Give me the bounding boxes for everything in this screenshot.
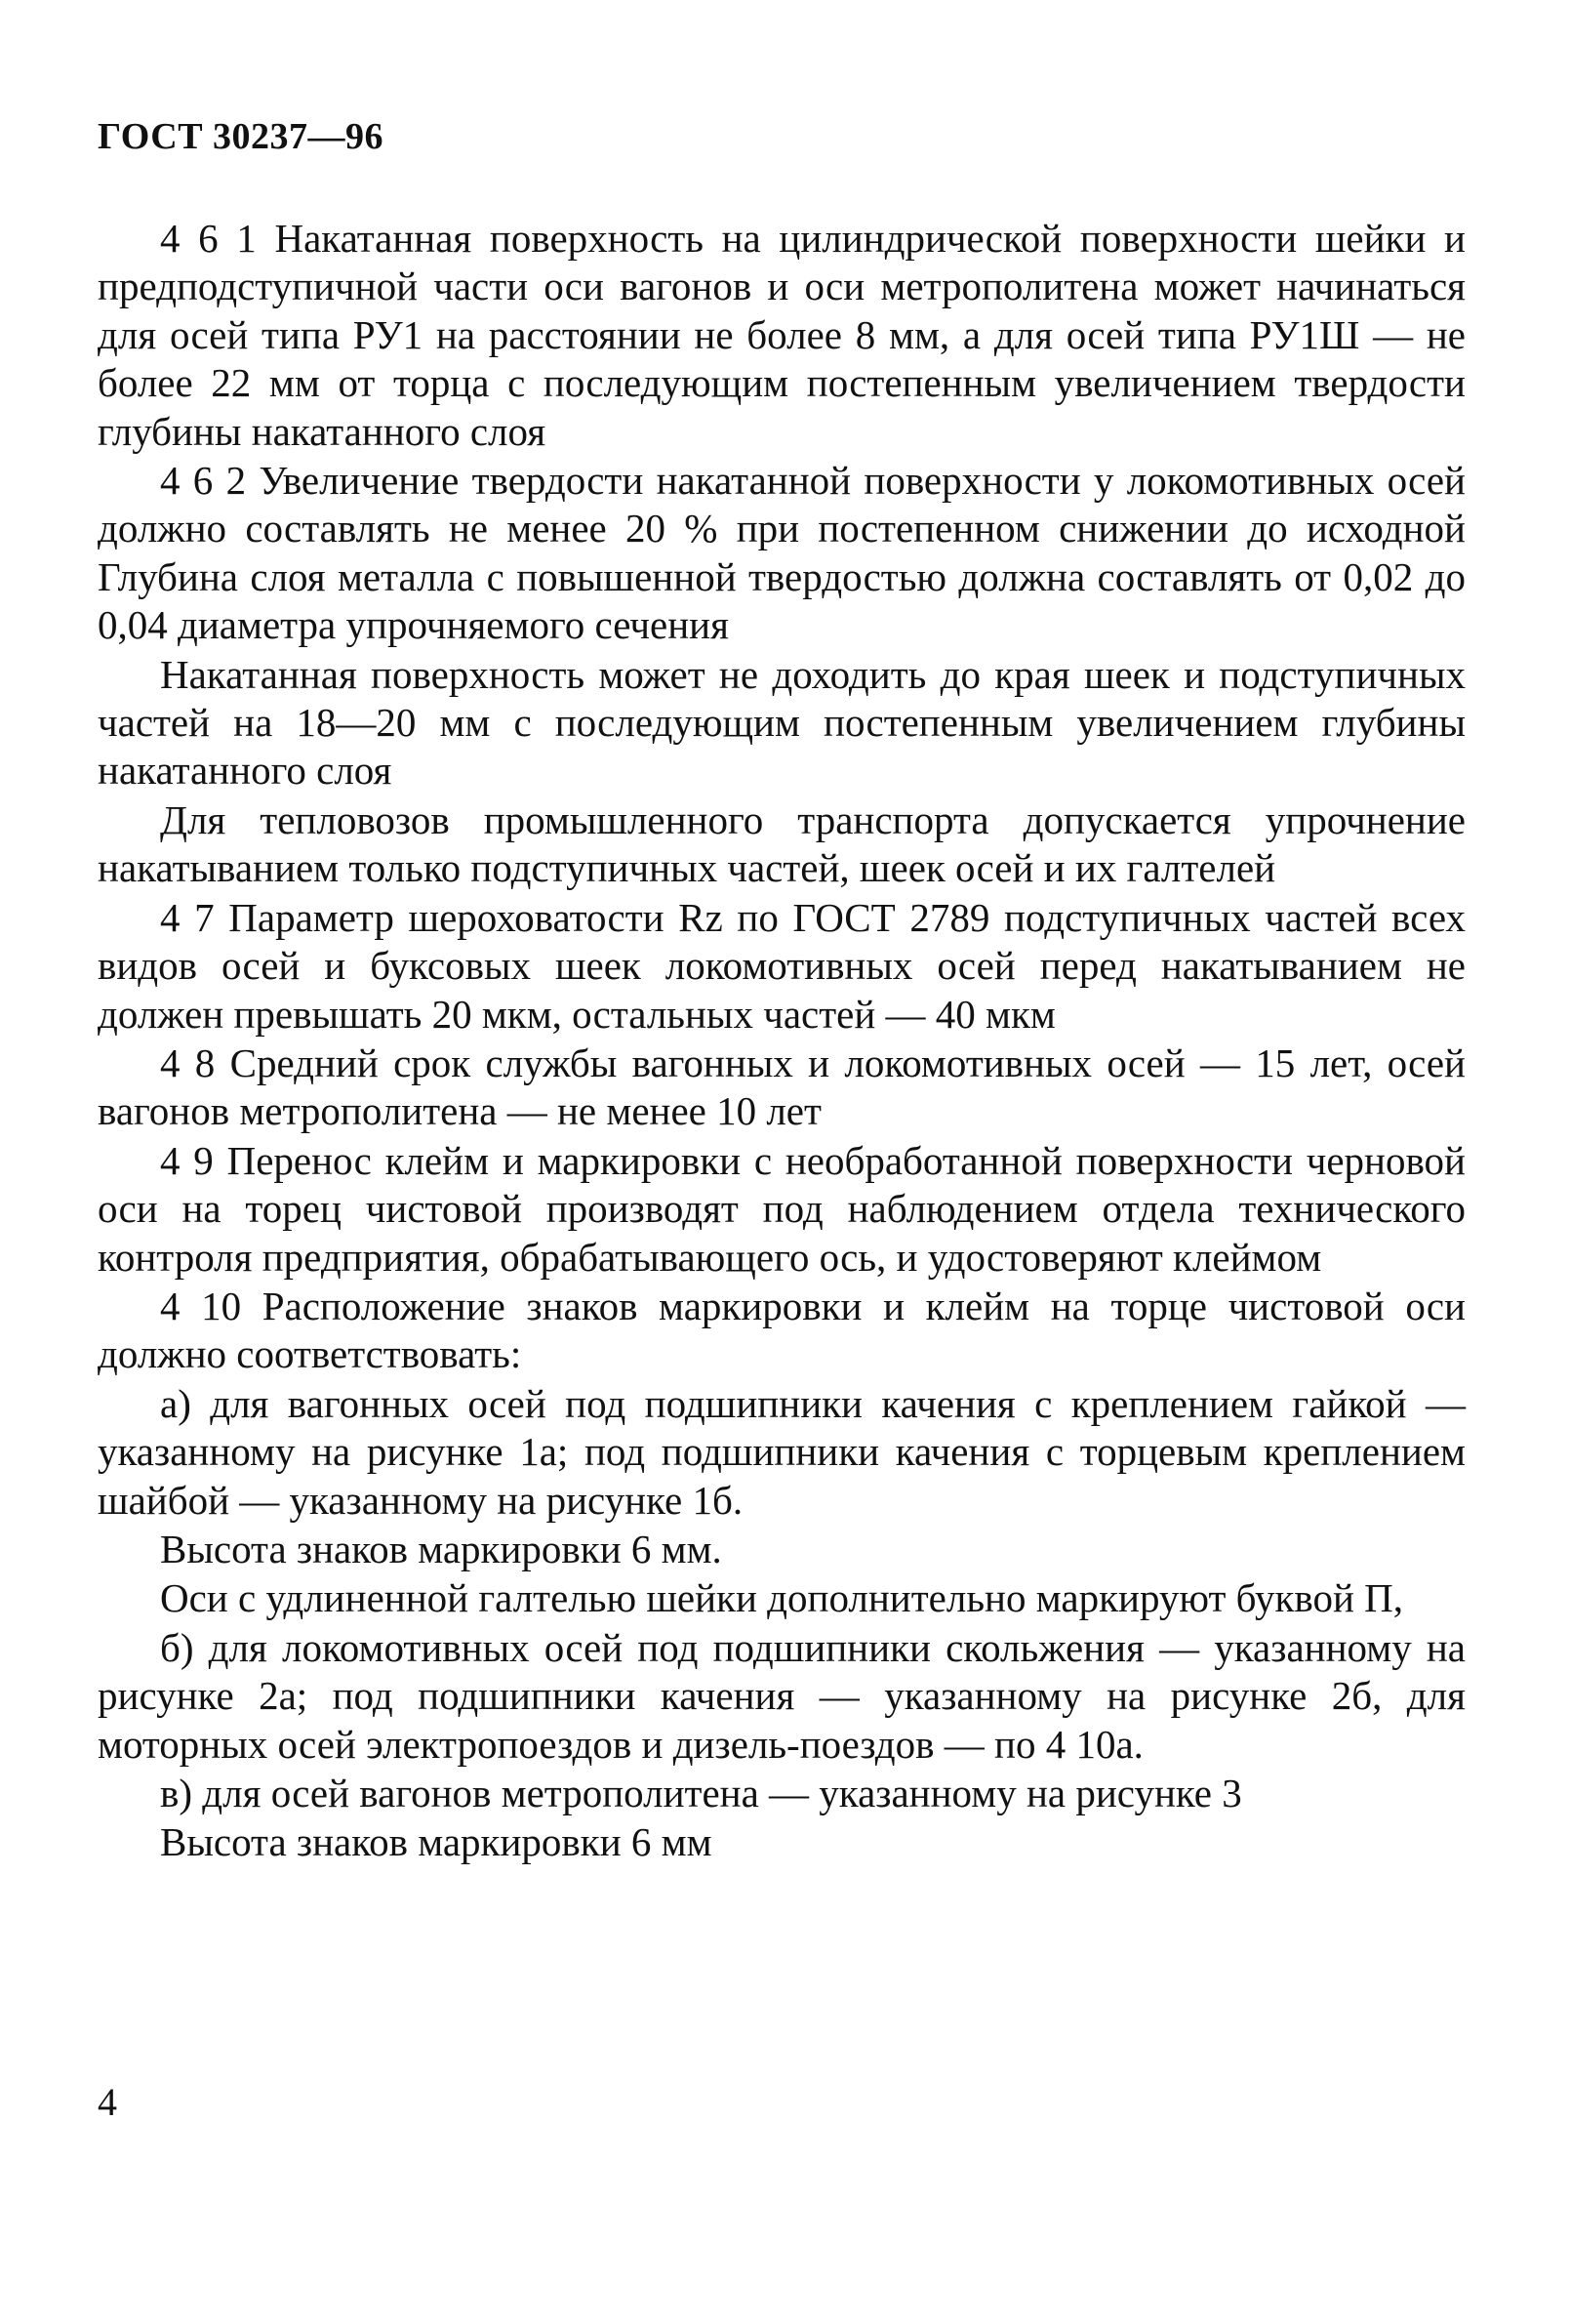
paragraph-4-10: 4 10 Расположение знаков маркировки и клейм на торце чистовой оси должно соответствовать: — [98, 1283, 1466, 1377]
paragraph-4-10-v: в) для осей вагонов метрополитена — указанному на рисунке 3 — [160, 1771, 1242, 1815]
paragraph-4-9: 4 9 Перенос клейм и маркировки с необработанной поверхности черновой оси на торец чистовой производят под наблюдением отдела технического контроля предприятия, обрабатывающего ось, и удостоверяют клеймом — [98, 1137, 1466, 1280]
paragraph-4-10-b: б) для локомотивных осей под подшипники скольжения — указанному на рисунке 2а; под подшипники качения — указанному на рисунке 2б, для моторных осей электропоездов и дизель-поездов — по 4 10а. — [98, 1624, 1466, 1767]
document-body — [98, 215, 1466, 1868]
paragraph-4-6-1: 4 6 1 Накатанная поверхность на цилиндрической поверхности шейки и предподступичной части оси вагонов и оси метрополитена может начинаться для осей типа РУ1 на расстоянии не более 8 мм, а для осей типа РУ1Ш — не более 22 мм от торца с последующим постепенным увеличением твердости глубины накатанного слоя — [98, 216, 1466, 454]
standard-code-header: ГОСТ 30237—96 — [98, 116, 384, 157]
paragraph-4-6-2: 4 6 2 Увеличение твердости накатанной поверхности у локомотивных осей должно составлять не менее 20 % при постепенном снижении до исходной Глубина слоя металла с повышенной твердостью должна составлять от 0,02 до 0,04 диаметра упрочняемого сечения — [98, 458, 1466, 648]
paragraph-marking-height-final: Высота знаков маркировки 6 мм — [160, 1819, 712, 1865]
paragraph-4-10-a: а) для вагонных осей под подшипники качения с креплением гайкой — указанному на рисунке 1а; под подшипники качения с торцевым креплением шайбой — указанному на рисунке 1б. — [98, 1380, 1466, 1523]
paragraph-marking-height-a: Высота знаков маркировки 6 мм. — [160, 1526, 722, 1571]
paragraph-industrial-locomotives: Для тепловозов промышленного транспорта допускается упрочнение накатыванием только подступичных частей, шеек осей и их галтелей — [98, 796, 1466, 891]
paragraph-rolled-surface-edge: Накатанная поверхность может не доходить до края шеек и подступичных частей на 18—20 мм с последующим постепенным увеличением глубины накатанного слоя — [98, 651, 1466, 794]
paragraph-4-8: 4 8 Средний срок службы вагонных и локомотивных осей — 15 лет, осей вагонов метрополитена — не менее 10 лет — [98, 1040, 1466, 1134]
paragraph-4-7: 4 7 Параметр шероховатости Rz по ГОСТ 2789 подступичных частей всех видов осей и буксовых шеек локомотивных осей перед накатыванием не должен превышать 20 мкм, остальных частей — 40 мкм — [98, 894, 1466, 1037]
paragraph-extended-fillet: Оси с удлиненной галтелью шейки дополнительно маркируют буквой П, — [160, 1575, 1404, 1621]
page-number: 4 — [98, 2080, 117, 2124]
